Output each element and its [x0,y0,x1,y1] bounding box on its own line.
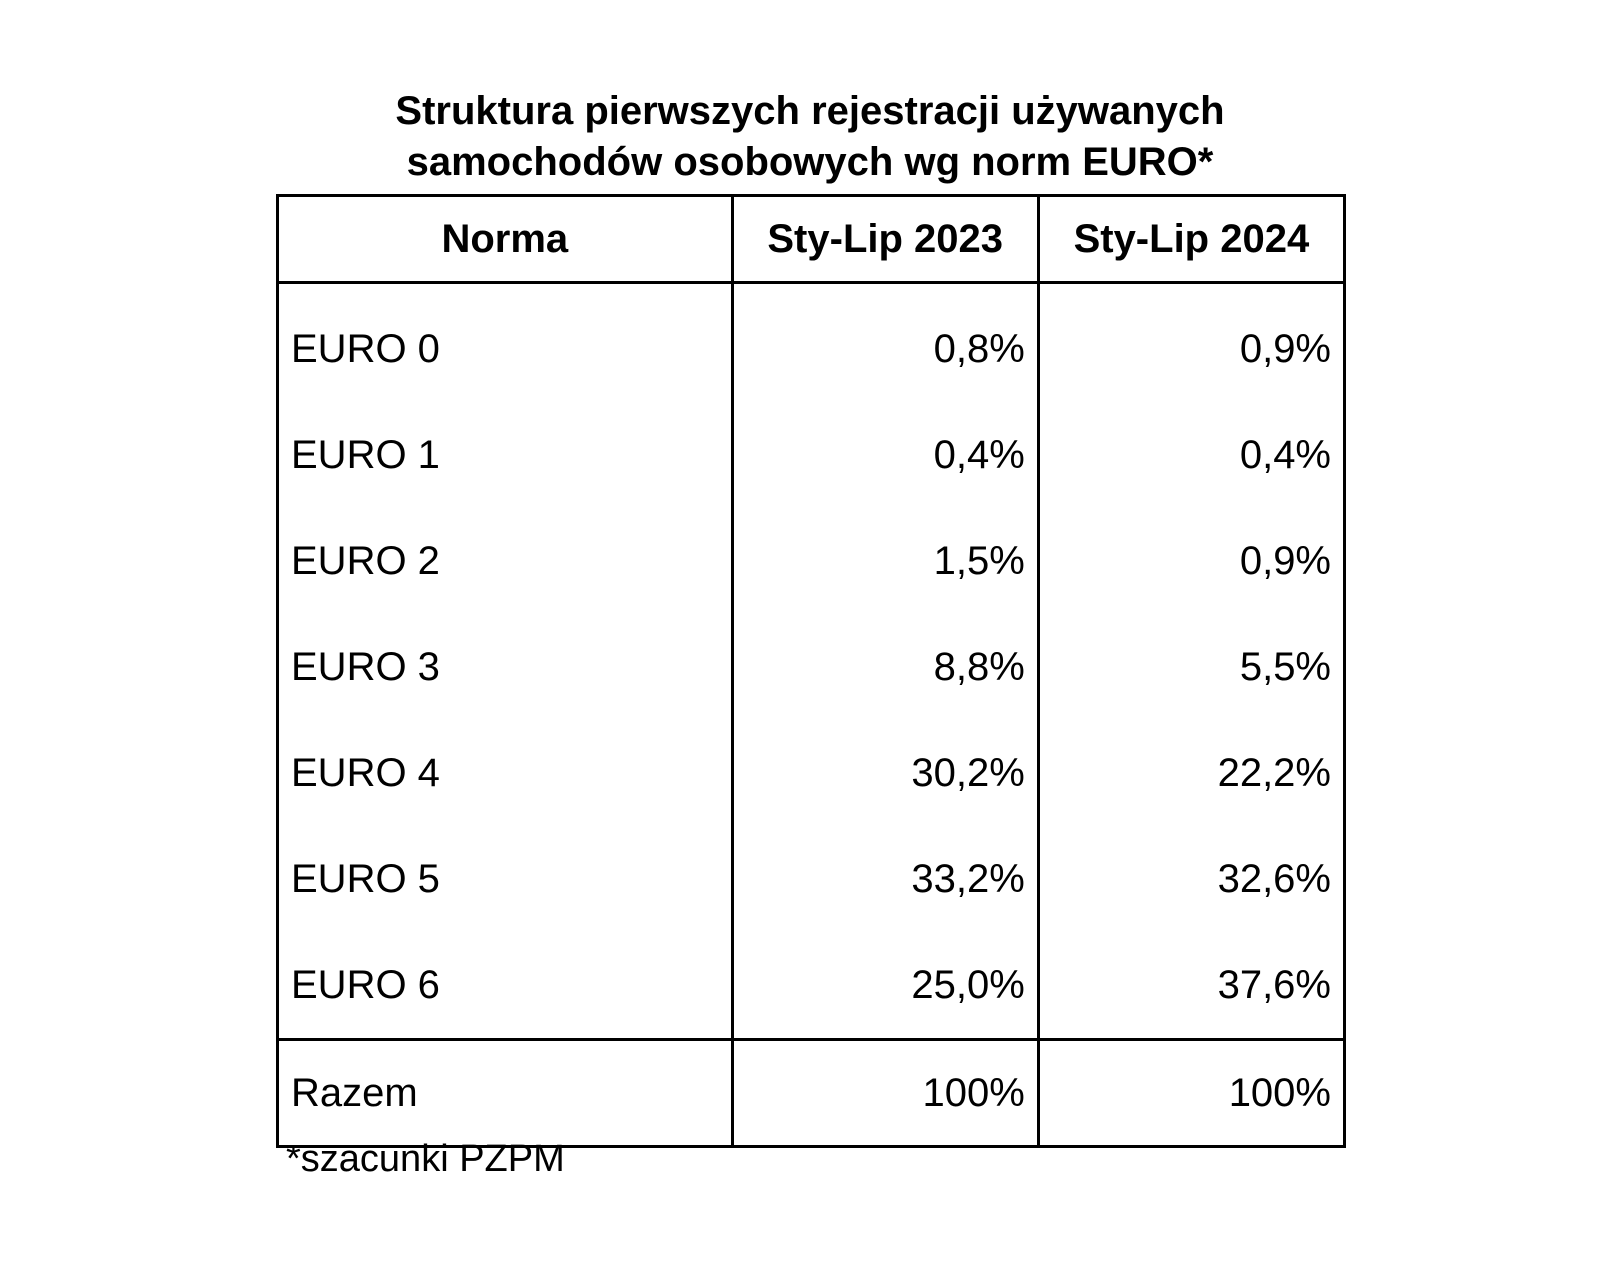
header-row [278,196,1345,283]
table-row [278,283,1345,403]
total-value-2024: 100% [1038,1040,1344,1147]
norma-cell: EURO 3 [278,614,733,720]
norma-cell: EURO 6 [278,932,733,1040]
table-row [278,932,1345,1040]
table-row [278,826,1345,932]
norma-cell: EURO 0 [278,283,733,403]
norma-cell: EURO 2 [278,508,733,614]
column-header-2024: Sty-Lip 2024 [1038,196,1344,283]
column-header-norma: Norma [278,196,733,283]
value-2023-cell: 33,2% [732,826,1038,932]
value-2024-cell: 0,9% [1038,508,1344,614]
total-label: Razem [278,1040,733,1147]
total-value-2023: 100% [732,1040,1038,1147]
table-body [278,283,1345,1040]
value-2023-cell: 1,5% [732,508,1038,614]
value-2024-cell: 37,6% [1038,932,1344,1040]
value-2024-cell: 22,2% [1038,720,1344,826]
table-row [278,402,1345,508]
value-2023-cell: 0,4% [732,402,1038,508]
value-2024-cell: 5,5% [1038,614,1344,720]
value-2023-cell: 8,8% [732,614,1038,720]
value-2023-cell: 25,0% [732,932,1038,1040]
table-row [278,508,1345,614]
euro-norms-table [276,194,1346,1148]
value-2024-cell: 0,4% [1038,402,1344,508]
chart-title-line-2: samochodów osobowych wg norm EURO* [406,140,1214,184]
value-2024-cell: 32,6% [1038,826,1344,932]
norma-cell: EURO 1 [278,402,733,508]
total-row [278,1040,1345,1147]
norma-cell: EURO 5 [278,826,733,932]
footnote: *szacunki PZPM [286,1138,565,1180]
table-row [278,720,1345,826]
chart-title-line-1: Struktura pierwszych rejestracji używanych [395,89,1225,133]
norma-cell: EURO 4 [278,720,733,826]
value-2023-cell: 30,2% [732,720,1038,826]
chart-title [276,86,1344,188]
value-2023-cell: 0,8% [732,283,1038,403]
column-header-2023: Sty-Lip 2023 [732,196,1038,283]
table-row [278,614,1345,720]
value-2024-cell: 0,9% [1038,283,1344,403]
